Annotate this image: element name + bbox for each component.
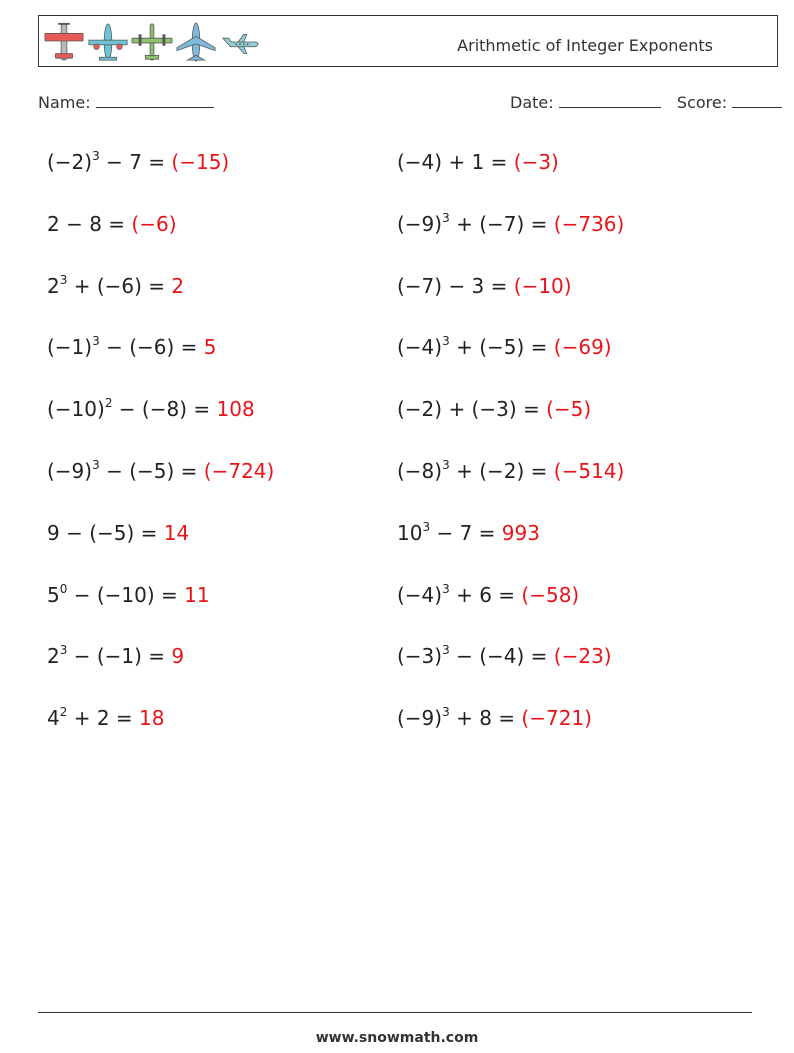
problem-base: (−4) bbox=[397, 335, 443, 360]
problem-left-7 bbox=[47, 521, 189, 545]
problem-answer: (−15) bbox=[171, 150, 230, 174]
problem-answer: 11 bbox=[184, 582, 210, 607]
problem-answer: 18 bbox=[139, 706, 165, 731]
problem-base: 9 − (−5) = bbox=[47, 520, 164, 545]
problem-exponent: 3 bbox=[92, 149, 100, 163]
problem-right-2 bbox=[397, 212, 624, 236]
problem-base: (−8) bbox=[397, 459, 443, 483]
problem-right-7 bbox=[397, 521, 540, 545]
problem-exponent: 0 bbox=[59, 581, 68, 596]
problem-base: (−9) bbox=[397, 211, 443, 236]
problem-answer: (−3) bbox=[513, 150, 559, 174]
problem-right-8 bbox=[397, 583, 579, 607]
problem-answer: (−721) bbox=[521, 706, 592, 731]
problem-operation: + 2 = bbox=[67, 706, 140, 731]
problem-base: (−9) bbox=[397, 706, 443, 731]
problem-answer: 9 bbox=[171, 644, 185, 669]
green-plane-icon bbox=[131, 20, 173, 64]
worksheet-title: Arithmetic of Integer Exponents bbox=[457, 36, 713, 55]
problem-operation: − (−1) = bbox=[67, 644, 172, 669]
problem-right-6 bbox=[397, 459, 624, 483]
problem-answer: (−6) bbox=[131, 211, 177, 236]
problem-exponent: 2 bbox=[59, 705, 68, 720]
problem-answer: (−23) bbox=[553, 644, 612, 669]
problem-left-5 bbox=[47, 397, 255, 421]
problem-answer: 993 bbox=[501, 520, 540, 545]
problem-base: (−4) + 1 = bbox=[397, 150, 514, 174]
date-score-fields bbox=[510, 93, 782, 112]
problem-answer: 2 bbox=[171, 273, 185, 298]
problem-answer: 14 bbox=[163, 520, 190, 545]
worksheet-header bbox=[38, 15, 778, 67]
problem-operation: + (−5) = bbox=[449, 335, 554, 360]
problem-base: (−7) − 3 = bbox=[397, 273, 514, 298]
problem-operation: + (−6) = bbox=[67, 273, 172, 298]
problem-exponent: 3 bbox=[442, 458, 450, 472]
problem-base: 2 − 8 = bbox=[47, 211, 132, 236]
problem-exponent: 3 bbox=[422, 519, 431, 534]
problem-operation: − (−5) = bbox=[99, 459, 204, 483]
problem-right-10 bbox=[397, 706, 592, 730]
problem-right-5 bbox=[397, 397, 591, 421]
problem-exponent: 3 bbox=[442, 334, 450, 349]
problem-base: 10 bbox=[397, 520, 423, 545]
problem-right-1 bbox=[397, 150, 559, 174]
problem-exponent: 3 bbox=[59, 643, 68, 658]
problem-operation: − (−6) = bbox=[99, 335, 204, 360]
sky-plane-icon bbox=[175, 20, 217, 64]
problem-exponent: 3 bbox=[442, 581, 450, 596]
problem-left-8 bbox=[47, 583, 210, 607]
problem-operation: − 7 = bbox=[99, 150, 172, 174]
problem-answer: (−69) bbox=[553, 335, 612, 360]
problem-right-3 bbox=[397, 274, 572, 298]
problem-operation: − (−4) = bbox=[449, 644, 554, 669]
problem-exponent: 3 bbox=[442, 705, 450, 720]
problem-operation: − 7 = bbox=[430, 520, 502, 545]
problem-answer: (−736) bbox=[553, 211, 625, 236]
footer-divider bbox=[38, 1012, 752, 1013]
problem-answer: (−514) bbox=[553, 459, 625, 483]
problem-left-2 bbox=[47, 212, 177, 236]
problem-answer: (−5) bbox=[546, 397, 592, 422]
problem-operation: + (−7) = bbox=[449, 211, 554, 236]
problem-base: 4 bbox=[47, 706, 60, 731]
problem-operation: + (−2) = bbox=[449, 459, 554, 483]
problem-base: (−10) bbox=[47, 397, 105, 422]
problem-left-3 bbox=[47, 274, 184, 298]
problem-operation: + 6 = bbox=[449, 582, 522, 607]
problem-left-4 bbox=[47, 335, 217, 359]
plane-icons bbox=[43, 20, 261, 64]
problem-base: (−2) + (−3) = bbox=[397, 397, 547, 422]
jet-plane-icon bbox=[219, 20, 261, 64]
problem-answer: 108 bbox=[216, 397, 255, 422]
problem-operation: + 8 = bbox=[449, 706, 522, 731]
problem-base: (−1) bbox=[47, 335, 93, 360]
problem-left-6 bbox=[47, 459, 274, 483]
problem-answer: (−58) bbox=[521, 582, 580, 607]
problem-exponent: 3 bbox=[59, 272, 68, 287]
name-line[interactable] bbox=[96, 93, 214, 108]
date-line[interactable] bbox=[559, 93, 661, 108]
problem-exponent: 3 bbox=[442, 210, 450, 225]
name-label: Name: bbox=[38, 93, 91, 112]
name-field[interactable] bbox=[38, 93, 214, 112]
problem-right-4 bbox=[397, 335, 612, 359]
problem-base: (−4) bbox=[397, 582, 443, 607]
problem-base: 2 bbox=[47, 644, 60, 669]
blue-plane-icon bbox=[87, 20, 129, 64]
problem-exponent: 3 bbox=[92, 334, 100, 349]
problem-left-9 bbox=[47, 644, 184, 668]
date-label: Date: bbox=[510, 93, 554, 112]
problem-operation: − (−10) = bbox=[67, 582, 185, 607]
problem-exponent: 3 bbox=[442, 643, 450, 658]
problem-exponent: 2 bbox=[104, 396, 113, 411]
problem-base: (−3) bbox=[397, 644, 443, 669]
problem-right-9 bbox=[397, 644, 612, 668]
problem-exponent: 3 bbox=[92, 458, 100, 472]
problem-base: (−2) bbox=[47, 150, 93, 174]
problem-answer: (−10) bbox=[513, 273, 572, 298]
problem-base: 2 bbox=[47, 273, 60, 298]
score-label: Score: bbox=[676, 93, 728, 112]
score-line[interactable] bbox=[732, 93, 782, 108]
problem-answer: (−724) bbox=[203, 459, 275, 483]
problem-answer: 5 bbox=[203, 335, 217, 360]
footer-url: www.snowmath.com bbox=[315, 1030, 479, 1046]
red-plane-icon bbox=[43, 20, 85, 64]
problem-base: (−9) bbox=[47, 459, 93, 483]
problem-base: 5 bbox=[47, 582, 60, 607]
problem-left-1 bbox=[47, 150, 229, 174]
problem-left-10 bbox=[47, 706, 165, 730]
problem-operation: − (−8) = bbox=[112, 397, 217, 422]
